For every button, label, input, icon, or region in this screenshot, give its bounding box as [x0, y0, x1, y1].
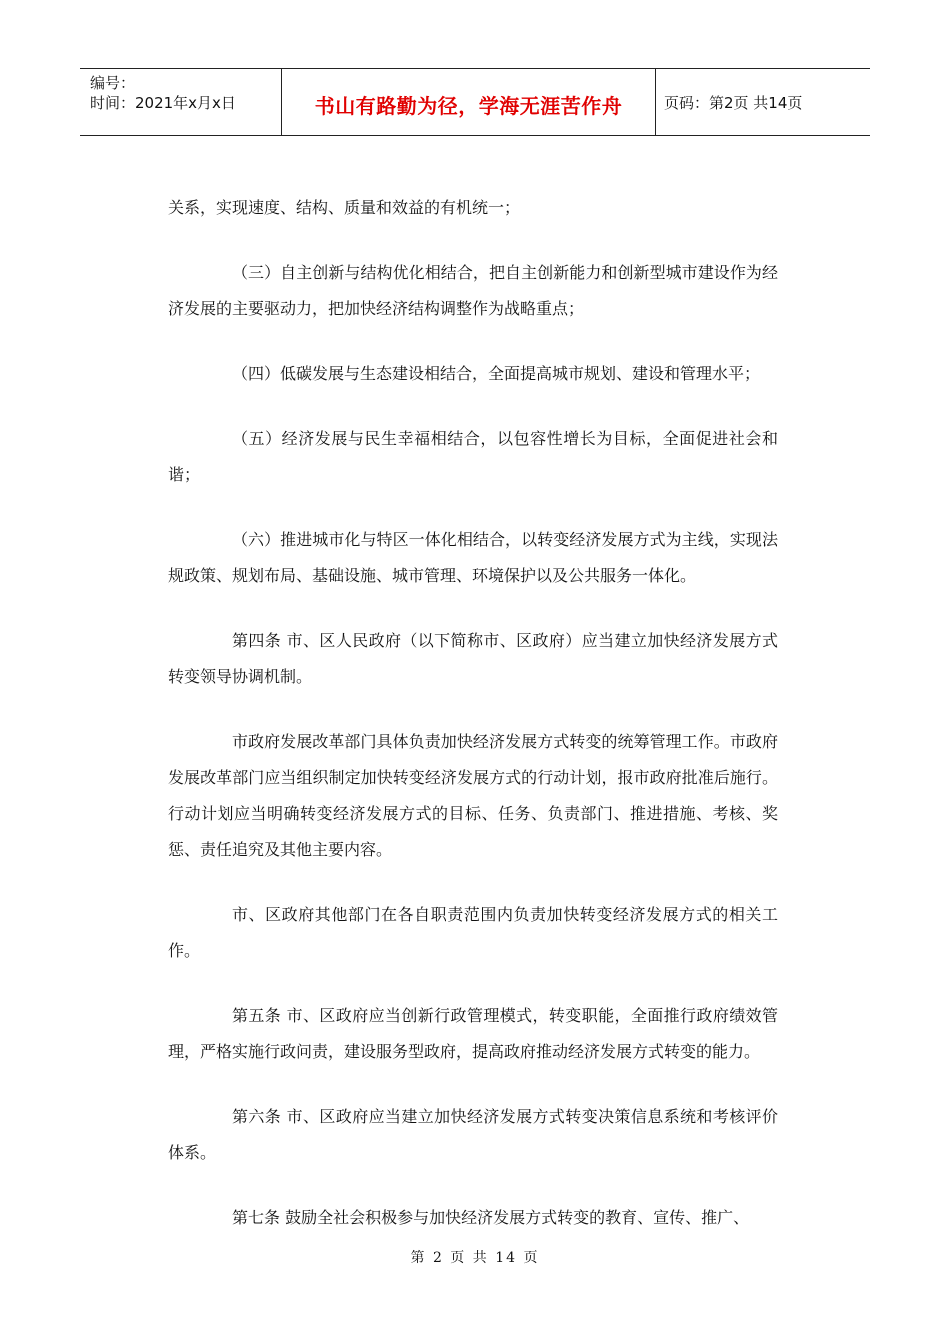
header-page-info-cell	[656, 69, 870, 135]
article-paragraph: 第七条 鼓励全社会积极参与加快经济发展方式转变的教育、宣传、推广、	[232, 1208, 750, 1227]
article-paragraph: 第五条 市、区政府应当创新行政管理模式，转变职能，全面推行政府绩效管理，严格实施行政问责，建设服务型政府，提高政府推动经济发展方式转变的能力。	[168, 1006, 778, 1061]
paragraph: 关系，实现速度、结构、质量和效益的有机统一；	[168, 198, 521, 217]
paragraph: （三）自主创新与结构优化相结合，把自主创新能力和创新型城市建设作为经济发展的主要驱动力，把加快经济结构调整作为战略重点；	[168, 263, 778, 318]
document-body	[168, 190, 778, 1265]
paragraph: 市政府发展改革部门具体负责加快经济发展方式转变的统筹管理工作。市政府发展改革部门应当组织制定加快转变经济发展方式的行动计划，报市政府批准后施行。行动计划应当明确转变经济发展方式的目标、任务、负责部门、推进措施、考核、奖惩、责任追究及其他主要内容。	[168, 732, 778, 859]
paragraph: （六）推进城市化与特区一体化相结合，以转变经济发展方式为主线，实现法规政策、规划布局、基础设施、城市管理、环境保护以及公共服务一体化。	[168, 530, 778, 585]
article-paragraph: 第四条 市、区人民政府（以下简称市、区政府）应当建立加快经济发展方式转变领导协调机制。	[168, 631, 778, 686]
header-motto-cell	[282, 69, 656, 135]
article-paragraph: 第六条 市、区政府应当建立加快经济发展方式转变决策信息系统和考核评价体系。	[168, 1107, 778, 1162]
paragraph: 市、区政府其他部门在各自职责范围内负责加快转变经济发展方式的相关工作。	[168, 905, 778, 960]
paragraph: （四）低碳发展与生态建设相结合，全面提高城市规划、建设和管理水平；	[232, 364, 761, 383]
paragraph: （五）经济发展与民生幸福相结合，以包容性增长为目标，全面促进社会和谐；	[168, 429, 778, 484]
document-number-label: 编号：	[90, 74, 136, 92]
header-motto: 书山有路勤为径，学海无涯苦作舟	[314, 93, 623, 118]
header-meta	[80, 69, 282, 135]
page-header	[80, 68, 870, 136]
header-page-info: 页码：第2页 共14页	[664, 93, 803, 112]
document-date: 时间：2021年x月x日	[90, 94, 236, 112]
page-footer: 第 2 页 共 14 页	[410, 1250, 540, 1266]
